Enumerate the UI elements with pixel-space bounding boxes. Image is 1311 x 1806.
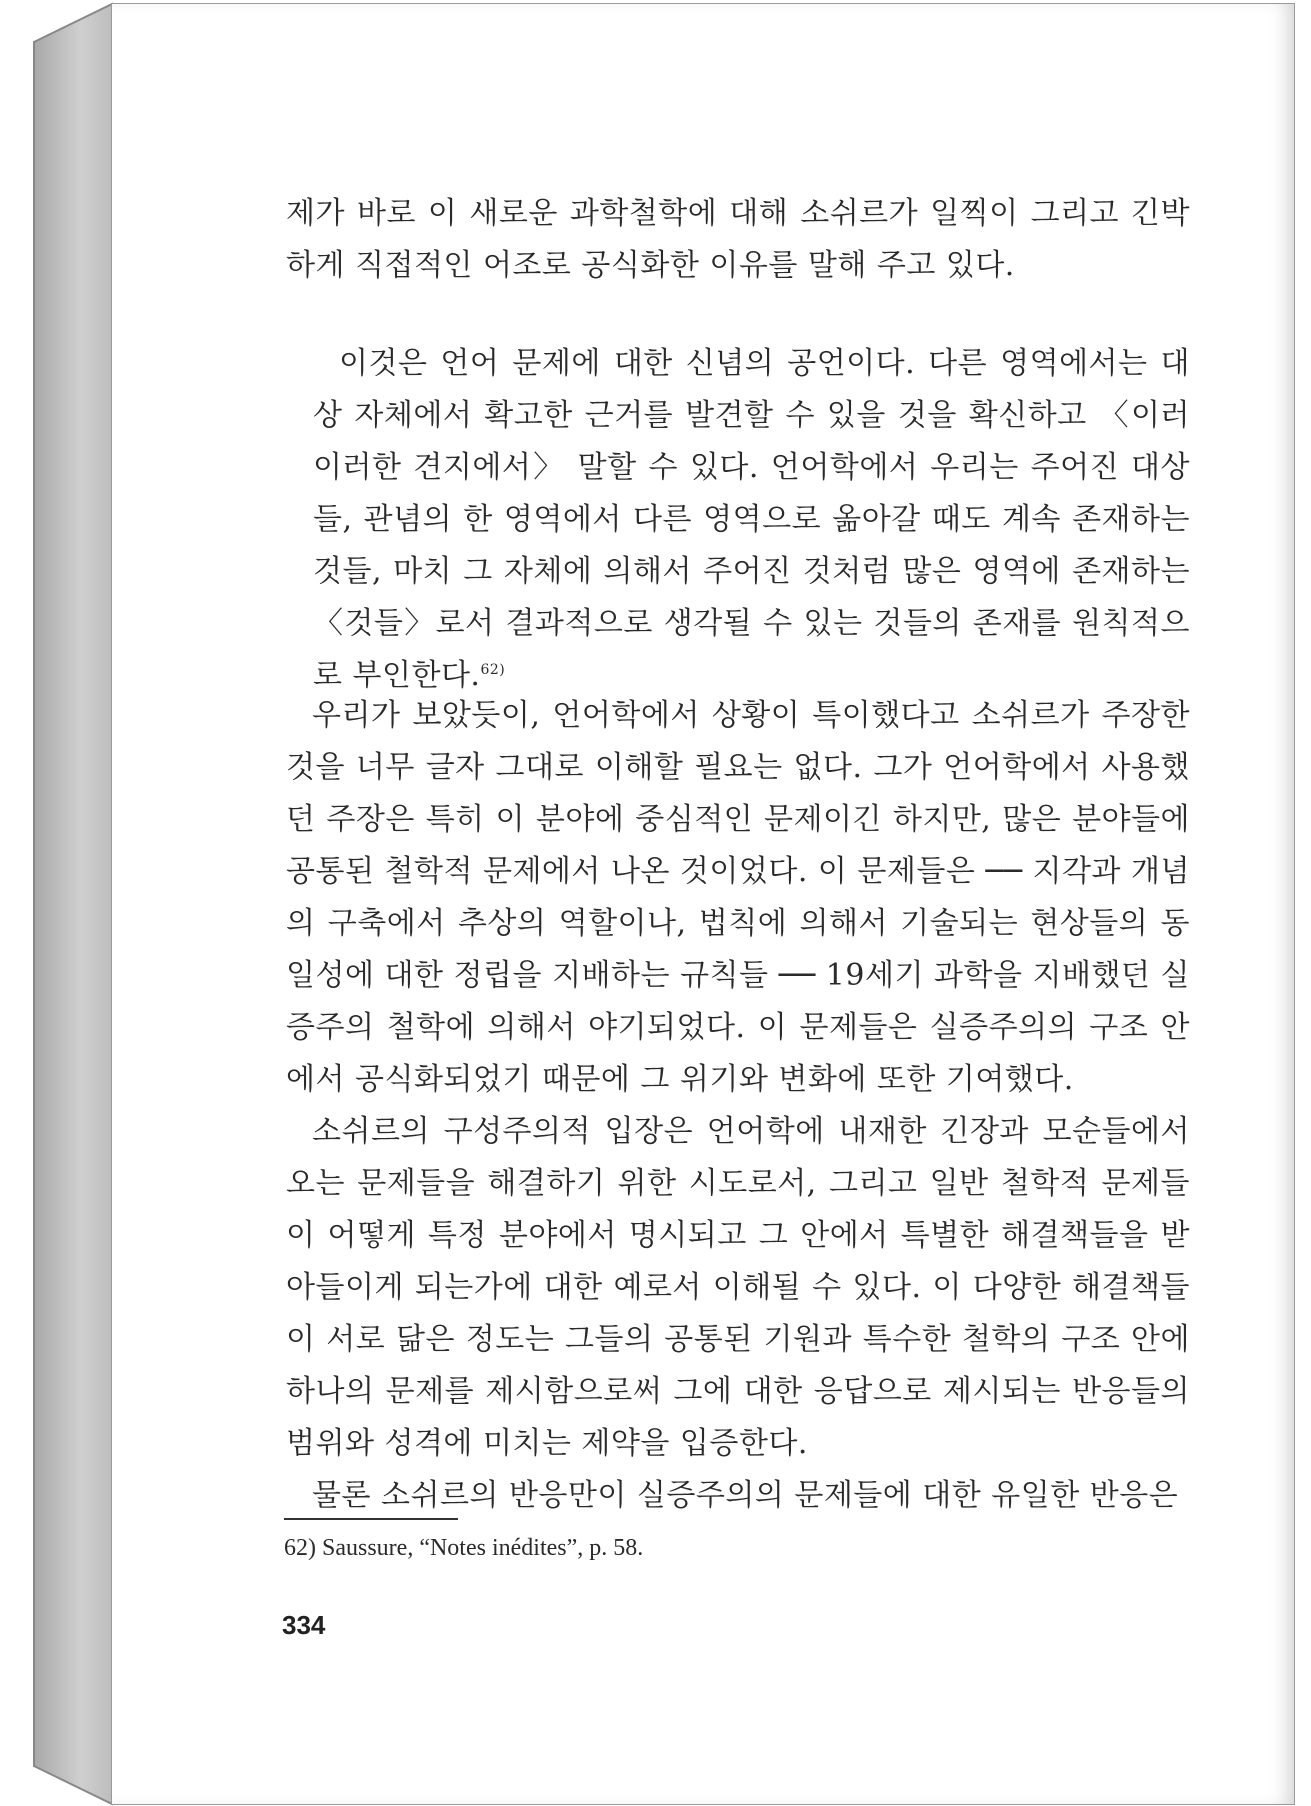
body-paragraph: 물론 소쉬르의 반응만이 실증주의의 문제들에 대한 유일한 반응은 (312, 1478, 1179, 1513)
intro-text: 제가 바로 이 새로운 과학철학에 대해 소쉬르가 일찍이 그리고 긴박하게 직접적인 어조로 공식화한 이유를 말해 주고 있다. (286, 196, 1190, 283)
footnote-divider (284, 1518, 458, 1520)
intro-paragraph (286, 188, 1190, 292)
body-paragraph: 우리가 보았듯이, 언어학에서 상황이 특이했다고 소쉬르가 주장한 것을 너무 글자 그대로 이해할 필요는 없다. 그가 언어학에서 사용했던 주장은 특히 이 분야에 중심적인 문제이긴 하지만, 많은 분야들에 공통된 철학적 문제에서 나온 것이었다. 이 문제들은 ── 지각과 개념의 구축에서 추상의 역할이나, 법칙에 의해서 기술되는 현상들의 동일성에 대한 정립을 지배하는 규칙들 ── 19세기 과학을 지배했던 실증주의 철학에 의해서 야기되었다. 이 문제들은 실증주의의 구조 안에서 공식화되었기 때문에 그 위기와 변화에 또한 기여했다. (286, 698, 1190, 1097)
page-number: 334 (282, 1610, 326, 1640)
quote-body: 이것은 언어 문제에 대한 신념의 공언이다. 다른 영역에서는 대상 자체에서 확고한 근거를 발견할 수 있을 것을 확신하고 〈이러이러한 견지에서〉 말할 수 있다. 언어학에서 우리는 주어진 대상들, 관념의 한 영역에서 다른 영역으로 옮아갈 때도 계속 존재하는 것들, 마치 그 자체에 의해서 주어진 것처럼 많은 영역에 존재하는 〈것들〉로서 결과적으로 생각될 수 있는 것들의 존재를 원칙적으로 부인한다. (313, 346, 1190, 693)
quote-text (313, 338, 1190, 702)
main-body (286, 690, 1190, 1522)
block-quote (313, 338, 1190, 702)
body-paragraph: 소쉬르의 구성주의적 입장은 언어학에 내재한 긴장과 모순들에서 오는 문제들을 해결하기 위한 시도로서, 그리고 일반 철학적 문제들이 어떻게 특정 분야에서 명시되고 그 안에서 특별한 해결책들을 받아들이게 되는가에 대한 예로서 이해될 수 있다. 이 다양한 해결책들이 서로 닮은 정도는 그들의 공통된 기원과 특수한 철학의 구조 안에 하나의 문제를 제시함으로써 그에 대한 응답으로 제시되는 반응들의 범위와 성격에 미치는 제약을 입증한다. (286, 1114, 1190, 1461)
footnote-ref: 62) (480, 662, 506, 678)
footnote: 62) Saussure, “Notes inédites”, p. 58. (284, 1535, 644, 1561)
